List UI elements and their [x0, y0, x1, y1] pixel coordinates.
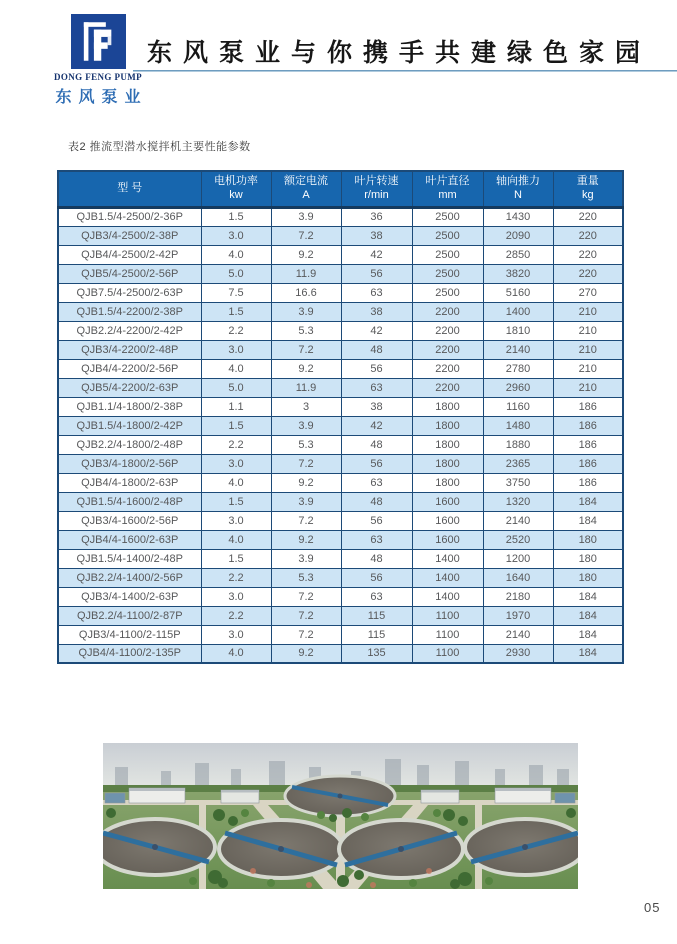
table-row [58, 264, 623, 283]
table-row [58, 207, 623, 226]
value-cell: 3.9 [271, 302, 341, 321]
column-header-5: 轴向推力 N [483, 171, 553, 207]
page-number: 05 [644, 900, 661, 915]
model-cell: QJB5/4-2500/2-56P [58, 264, 201, 283]
value-cell: 38 [341, 302, 412, 321]
value-cell: 7.5 [201, 283, 271, 302]
value-cell: 3 [271, 397, 341, 416]
value-cell: 210 [553, 378, 623, 397]
model-cell: QJB4/4-2200/2-56P [58, 359, 201, 378]
value-cell: 180 [553, 568, 623, 587]
value-cell: 2500 [412, 207, 483, 226]
table-row [58, 283, 623, 302]
value-cell: 2960 [483, 378, 553, 397]
value-cell: 1800 [412, 435, 483, 454]
value-cell: 186 [553, 473, 623, 492]
value-cell: 1800 [412, 454, 483, 473]
value-cell: 2.2 [201, 321, 271, 340]
value-cell: 56 [341, 454, 412, 473]
value-cell: 4.0 [201, 530, 271, 549]
value-cell: 48 [341, 549, 412, 568]
model-cell: QJB2.2/4-2200/2-42P [58, 321, 201, 340]
column-header-2: 额定电流 A [271, 171, 341, 207]
value-cell: 11.9 [271, 264, 341, 283]
model-cell: QJB3/4-1800/2-56P [58, 454, 201, 473]
value-cell: 3.0 [201, 511, 271, 530]
dongfeng-pump-logo-icon [71, 14, 126, 69]
value-cell: 180 [553, 530, 623, 549]
value-cell: 115 [341, 606, 412, 625]
value-cell: 56 [341, 359, 412, 378]
model-cell: QJB2.2/4-1800/2-48P [58, 435, 201, 454]
value-cell: 184 [553, 587, 623, 606]
value-cell: 5.3 [271, 321, 341, 340]
value-cell: 1400 [412, 549, 483, 568]
value-cell: 1160 [483, 397, 553, 416]
wastewater-plant-aerial-photo [103, 743, 578, 889]
table-row [58, 549, 623, 568]
value-cell: 1800 [412, 416, 483, 435]
table-row [58, 606, 623, 625]
value-cell: 184 [553, 511, 623, 530]
value-cell: 1600 [412, 530, 483, 549]
table-row [58, 454, 623, 473]
value-cell: 42 [341, 245, 412, 264]
value-cell: 4.0 [201, 245, 271, 264]
table-row [58, 340, 623, 359]
value-cell: 184 [553, 644, 623, 663]
value-cell: 42 [341, 416, 412, 435]
model-cell: QJB5/4-2200/2-63P [58, 378, 201, 397]
value-cell: 1810 [483, 321, 553, 340]
value-cell: 7.2 [271, 606, 341, 625]
value-cell: 63 [341, 378, 412, 397]
value-cell: 1600 [412, 492, 483, 511]
table-body [58, 207, 623, 663]
value-cell: 2850 [483, 245, 553, 264]
value-cell: 5.3 [271, 568, 341, 587]
column-header-1: 电机功率 kw [201, 171, 271, 207]
value-cell: 2200 [412, 378, 483, 397]
value-cell: 1600 [412, 511, 483, 530]
table-row [58, 359, 623, 378]
model-cell: QJB1.5/4-1400/2-48P [58, 549, 201, 568]
value-cell: 2140 [483, 625, 553, 644]
value-cell: 1320 [483, 492, 553, 511]
value-cell: 184 [553, 492, 623, 511]
model-cell: QJB4/4-1800/2-63P [58, 473, 201, 492]
value-cell: 270 [553, 283, 623, 302]
value-cell: 1400 [412, 587, 483, 606]
value-cell: 184 [553, 625, 623, 644]
company-logo [46, 14, 150, 107]
value-cell: 2090 [483, 226, 553, 245]
value-cell: 180 [553, 549, 623, 568]
table-row [58, 245, 623, 264]
value-cell: 2520 [483, 530, 553, 549]
value-cell: 4.0 [201, 359, 271, 378]
value-cell: 3.0 [201, 587, 271, 606]
value-cell: 1400 [412, 568, 483, 587]
value-cell: 2140 [483, 340, 553, 359]
value-cell: 9.2 [271, 473, 341, 492]
value-cell: 7.2 [271, 340, 341, 359]
value-cell: 2200 [412, 359, 483, 378]
value-cell: 48 [341, 492, 412, 511]
value-cell: 48 [341, 435, 412, 454]
value-cell: 220 [553, 207, 623, 226]
table-row [58, 397, 623, 416]
value-cell: 5160 [483, 283, 553, 302]
value-cell: 186 [553, 397, 623, 416]
value-cell: 9.2 [271, 245, 341, 264]
table-row [58, 568, 623, 587]
table-row [58, 511, 623, 530]
column-header-3: 叶片转速 r/min [341, 171, 412, 207]
value-cell: 38 [341, 397, 412, 416]
value-cell: 1.5 [201, 302, 271, 321]
value-cell: 220 [553, 264, 623, 283]
table-row [58, 416, 623, 435]
value-cell: 210 [553, 302, 623, 321]
value-cell: 3.9 [271, 207, 341, 226]
value-cell: 4.0 [201, 473, 271, 492]
model-cell: QJB3/4-2200/2-48P [58, 340, 201, 359]
value-cell: 1480 [483, 416, 553, 435]
table-row [58, 644, 623, 663]
value-cell: 63 [341, 587, 412, 606]
model-cell: QJB4/4-1100/2-135P [58, 644, 201, 663]
value-cell: 63 [341, 473, 412, 492]
value-cell: 2200 [412, 340, 483, 359]
value-cell: 220 [553, 245, 623, 264]
value-cell: 2500 [412, 264, 483, 283]
logo-text-english: DONG FENG PUMP [53, 72, 143, 82]
value-cell: 7.2 [271, 587, 341, 606]
value-cell: 184 [553, 606, 623, 625]
model-cell: QJB1.5/4-1800/2-42P [58, 416, 201, 435]
value-cell: 63 [341, 530, 412, 549]
value-cell: 63 [341, 283, 412, 302]
value-cell: 56 [341, 264, 412, 283]
value-cell: 5.0 [201, 264, 271, 283]
value-cell: 1.5 [201, 492, 271, 511]
value-cell: 4.0 [201, 644, 271, 663]
model-cell: QJB1.5/4-1600/2-48P [58, 492, 201, 511]
logo-text-chinese: 东风泵业 [55, 89, 148, 106]
value-cell: 1800 [412, 473, 483, 492]
value-cell: 186 [553, 416, 623, 435]
value-cell: 9.2 [271, 359, 341, 378]
table-row [58, 435, 623, 454]
value-cell: 115 [341, 625, 412, 644]
value-cell: 186 [553, 454, 623, 473]
value-cell: 1100 [412, 625, 483, 644]
value-cell: 210 [553, 340, 623, 359]
value-cell: 3.0 [201, 226, 271, 245]
value-cell: 7.2 [271, 454, 341, 473]
value-cell: 3.0 [201, 625, 271, 644]
value-cell: 2180 [483, 587, 553, 606]
value-cell: 3.0 [201, 340, 271, 359]
model-cell: QJB1.5/4-2200/2-38P [58, 302, 201, 321]
model-cell: QJB4/4-2500/2-42P [58, 245, 201, 264]
performance-table [57, 170, 624, 664]
value-cell: 1800 [412, 397, 483, 416]
value-cell: 1400 [483, 302, 553, 321]
model-cell: QJB3/4-1100/2-115P [58, 625, 201, 644]
value-cell: 5.0 [201, 378, 271, 397]
value-cell: 1.5 [201, 549, 271, 568]
table-row [58, 473, 623, 492]
column-header-4: 叶片直径 mm [412, 171, 483, 207]
value-cell: 36 [341, 207, 412, 226]
table-row [58, 226, 623, 245]
value-cell: 2365 [483, 454, 553, 473]
model-cell: QJB4/4-1600/2-63P [58, 530, 201, 549]
value-cell: 220 [553, 226, 623, 245]
column-header-0: 型 号 [58, 171, 201, 207]
value-cell: 16.6 [271, 283, 341, 302]
model-cell: QJB3/4-2500/2-38P [58, 226, 201, 245]
value-cell: 56 [341, 568, 412, 587]
value-cell: 42 [341, 321, 412, 340]
table-row [58, 625, 623, 644]
value-cell: 3.9 [271, 416, 341, 435]
value-cell: 3.9 [271, 549, 341, 568]
value-cell: 2200 [412, 321, 483, 340]
model-cell: QJB2.2/4-1400/2-56P [58, 568, 201, 587]
value-cell: 135 [341, 644, 412, 663]
value-cell: 1880 [483, 435, 553, 454]
value-cell: 2.2 [201, 606, 271, 625]
value-cell: 7.2 [271, 511, 341, 530]
value-cell: 210 [553, 359, 623, 378]
value-cell: 1100 [412, 644, 483, 663]
column-header-6: 重量 kg [553, 171, 623, 207]
value-cell: 2780 [483, 359, 553, 378]
value-cell: 210 [553, 321, 623, 340]
value-cell: 186 [553, 435, 623, 454]
company-slogan: 东风泵业与你携手共建绿色家园 [147, 38, 652, 67]
value-cell: 3820 [483, 264, 553, 283]
value-cell: 2.2 [201, 568, 271, 587]
model-cell: QJB1.1/4-1800/2-38P [58, 397, 201, 416]
value-cell: 1.5 [201, 207, 271, 226]
model-cell: QJB3/4-1600/2-56P [58, 511, 201, 530]
value-cell: 1200 [483, 549, 553, 568]
table-row [58, 530, 623, 549]
value-cell: 1.1 [201, 397, 271, 416]
value-cell: 2500 [412, 283, 483, 302]
table-row [58, 587, 623, 606]
value-cell: 7.2 [271, 226, 341, 245]
value-cell: 1100 [412, 606, 483, 625]
value-cell: 11.9 [271, 378, 341, 397]
table-title: 表2 推流型潜水搅拌机主要性能参数 [68, 141, 251, 153]
value-cell: 1640 [483, 568, 553, 587]
value-cell: 2930 [483, 644, 553, 663]
value-cell: 9.2 [271, 644, 341, 663]
value-cell: 2.2 [201, 435, 271, 454]
table-header-row [58, 171, 623, 207]
model-cell: QJB1.5/4-2500/2-36P [58, 207, 201, 226]
value-cell: 7.2 [271, 625, 341, 644]
value-cell: 5.3 [271, 435, 341, 454]
value-cell: 3.9 [271, 492, 341, 511]
value-cell: 38 [341, 226, 412, 245]
value-cell: 1.5 [201, 416, 271, 435]
value-cell: 1970 [483, 606, 553, 625]
value-cell: 56 [341, 511, 412, 530]
value-cell: 48 [341, 340, 412, 359]
model-cell: QJB2.2/4-1100/2-87P [58, 606, 201, 625]
value-cell: 2140 [483, 511, 553, 530]
table-row [58, 492, 623, 511]
table-row [58, 321, 623, 340]
value-cell: 2500 [412, 226, 483, 245]
slogan-divider-line [133, 70, 677, 72]
value-cell: 9.2 [271, 530, 341, 549]
value-cell: 3.0 [201, 454, 271, 473]
table-row [58, 302, 623, 321]
model-cell: QJB7.5/4-2500/2-63P [58, 283, 201, 302]
model-cell: QJB3/4-1400/2-63P [58, 587, 201, 606]
value-cell: 1430 [483, 207, 553, 226]
table-row [58, 378, 623, 397]
value-cell: 2500 [412, 245, 483, 264]
value-cell: 2200 [412, 302, 483, 321]
value-cell: 3750 [483, 473, 553, 492]
